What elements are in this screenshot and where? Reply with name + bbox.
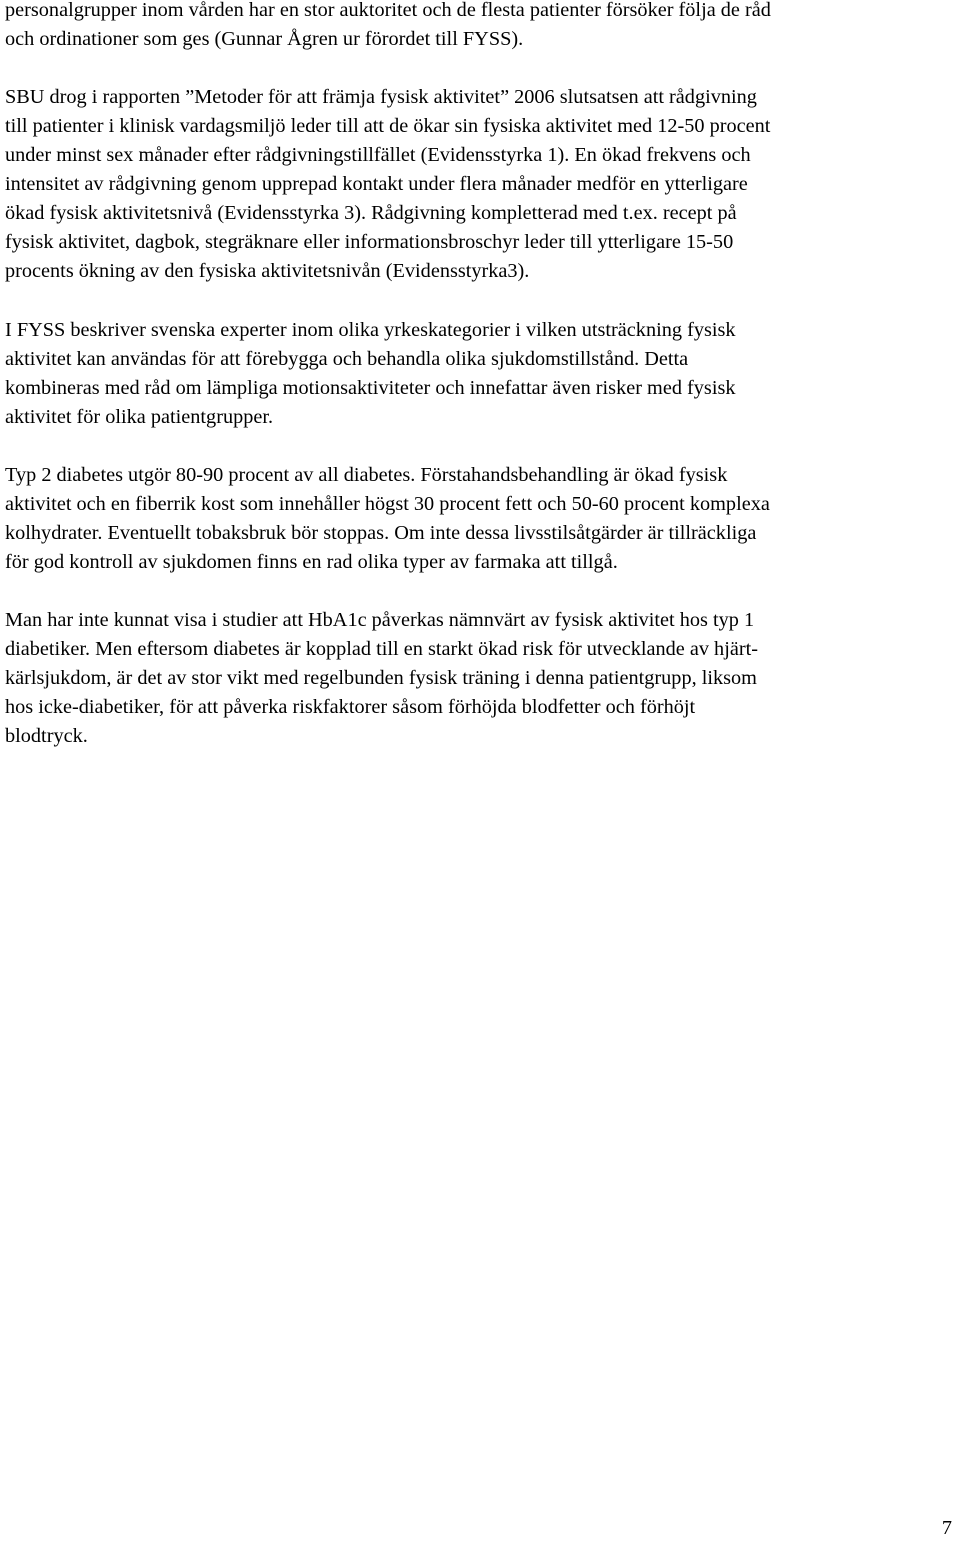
text-line: ökad fysisk aktivitetsnivå (Evidensstyrka 3). Rådgivning kompletterad med t.ex. recept på — [5, 202, 737, 224]
paragraph-type1-diabetes — [5, 606, 758, 751]
text-line: fysisk aktivitet, dagbok, stegräknare eller informationsbroschyr leder till ytterligare 15-50 — [5, 231, 734, 253]
paragraph-sbu-report — [5, 83, 770, 286]
text-line: kärlsjukdom, är det av stor vikt med regelbunden fysisk träning i denna patientgrupp, liksom — [5, 667, 757, 689]
page-number: 7 — [941, 1517, 952, 1539]
text-line: hos icke-diabetiker, för att påverka riskfaktorer såsom förhöjda blodfetter och förhöjt — [5, 696, 696, 718]
text-line: procents ökning av den fysiska aktivitetsnivån (Evidensstyrka3). — [5, 260, 530, 282]
text-line: aktivitet för olika patientgrupper. — [5, 406, 274, 428]
text-line: Typ 2 diabetes utgör 80-90 procent av all diabetes. Förstahandsbehandling är ökad fysisk — [5, 464, 728, 486]
text-line: för god kontroll av sjukdomen finns en rad olika typer av farmaka att tillgå. — [5, 551, 618, 573]
text-line: personalgrupper inom vården har en stor auktoritet och de flesta patienter försöker följa de råd — [5, 0, 771, 21]
text-line: aktivitet kan användas för att förebygga och behandla olika sjukdomstillstånd. Detta — [5, 348, 689, 370]
paragraph-fyss-experts — [5, 316, 736, 432]
text-line: diabetiker. Men eftersom diabetes är kopplad till en starkt ökad risk för utvecklande av hjärt- — [5, 638, 758, 660]
text-line: blodtryck. — [5, 725, 88, 747]
text-line: SBU drog i rapporten ”Metoder för att främja fysisk aktivitet” 2006 slutsatsen att rådgivning — [5, 86, 757, 108]
paragraph-type2-diabetes — [5, 461, 770, 577]
text-line: till patienter i klinisk vardagsmiljö leder till att de ökar sin fysiska aktivitet med 12-50 procent — [5, 115, 771, 137]
text-line: kombineras med råd om lämpliga motionsaktiviteter och innefattar även risker med fysisk — [5, 377, 736, 399]
text-line: intensitet av rådgivning genom upprepad kontakt under flera månader medför en ytterligare — [5, 173, 748, 195]
text-line: under minst sex månader efter rådgivningstillfället (Evidensstyrka 1). En ökad frekvens och — [5, 144, 751, 166]
text-line: aktivitet och en fiberrik kost som innehåller högst 30 procent fett och 50-60 procent komplexa — [5, 493, 770, 515]
text-line: I FYSS beskriver svenska experter inom olika yrkeskategorier i vilken utsträckning fysisk — [5, 319, 736, 341]
text-line: kolhydrater. Eventuellt tobaksbruk bör stoppas. Om inte dessa livsstilsåtgärder är tillräckliga — [5, 522, 757, 544]
paragraph-fyss-foreword — [5, 0, 771, 54]
text-line: Man har inte kunnat visa i studier att HbA1c påverkas nämnvärt av fysisk aktivitet hos typ 1 — [5, 609, 755, 631]
text-line: och ordinationer som ges (Gunnar Ågren ur förordet till FYSS). — [5, 28, 524, 50]
